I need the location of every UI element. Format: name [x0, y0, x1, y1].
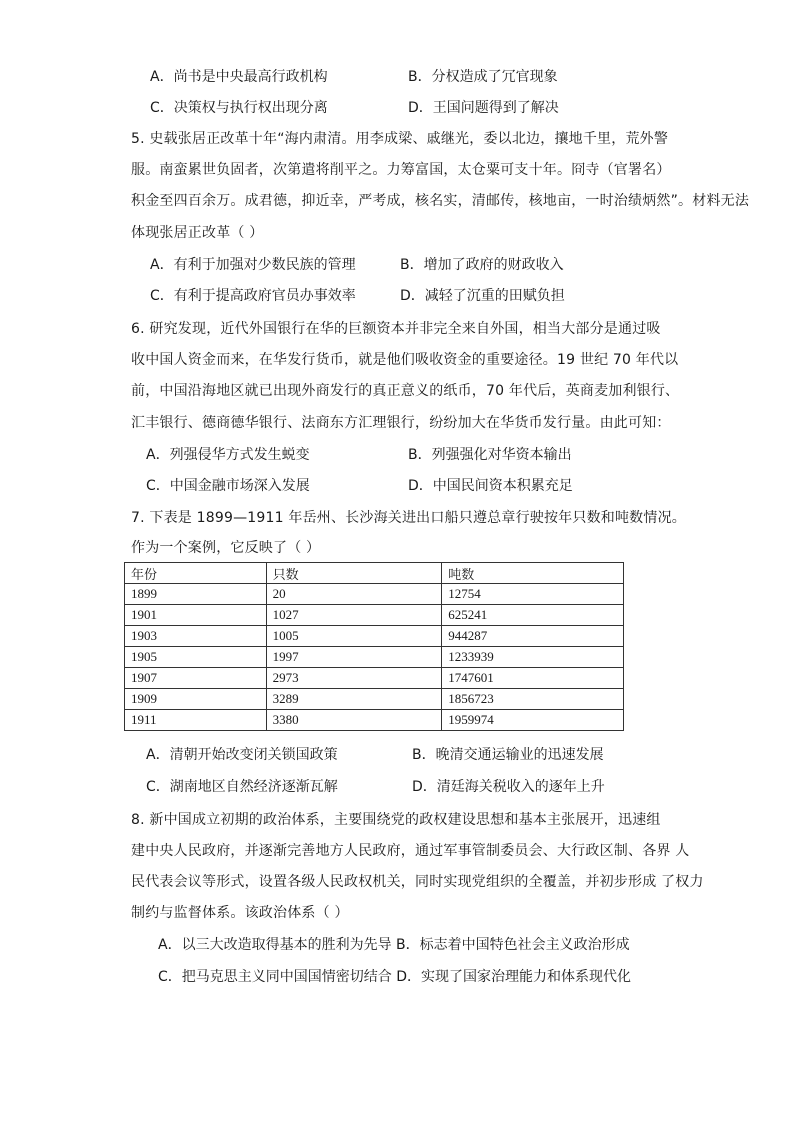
q6-stem-line-2: 收中国人资金而来，在华发行货币，就是他们吸收资金的重要途径。19 世纪 70 年代以 [131, 352, 679, 368]
cell-tonnage: 1747601 [442, 668, 624, 689]
cell-year: 1903 [125, 626, 267, 647]
q8-options-cd: C．把马克思主义同中国国情密切结合 D．实现了国家治理能力和体系现代化 [158, 969, 632, 985]
cell-year: 1911 [125, 710, 267, 731]
table-row [125, 605, 624, 626]
q8-stem-line-4: 制约与监督体系。该政治体系（ ） [131, 905, 349, 921]
q5-stem-line-2: 服。南蛮累世负固者，次第遣将削平之。力筹富国，太仓粟可支十年。冏寺（官署名） [131, 162, 671, 178]
table-row [125, 668, 624, 689]
header-tonnage: 吨数 [442, 563, 624, 584]
cell-year: 1905 [125, 647, 267, 668]
q6-stem-line-4: 汇丰银行、德商德华银行、法商东方汇理银行，纷纷加大在华货币发行量。由此可知： [131, 415, 671, 431]
table-row [125, 710, 624, 731]
q5-option-d: D．减轻了沉重的田赋负担 [400, 288, 565, 304]
q6-option-c: C．中国金融市场深入发展 [146, 478, 310, 494]
cell-count: 3380 [266, 710, 442, 731]
table-row [125, 689, 624, 710]
cell-tonnage: 1856723 [442, 689, 624, 710]
cell-year: 1899 [125, 584, 267, 605]
cell-count: 1005 [266, 626, 442, 647]
q6-option-b: B．列强强化对华资本输出 [408, 447, 572, 463]
table-row [125, 626, 624, 647]
q4-option-d: D．王国问题得到了解决 [408, 100, 559, 116]
table-row [125, 584, 624, 605]
q7-option-c: C．湖南地区自然经济逐渐瓦解 [146, 779, 338, 795]
cell-tonnage: 1959974 [442, 710, 624, 731]
cell-tonnage: 12754 [442, 584, 624, 605]
q5-option-a: A．有利于加强对少数民族的管理 [150, 257, 356, 273]
cell-year: 1901 [125, 605, 267, 626]
cell-year: 1907 [125, 668, 267, 689]
q4-option-a: A．尚书是中央最高行政机构 [150, 69, 328, 85]
cell-count: 20 [266, 584, 442, 605]
q5-stem-line-3: 积金至四百余万。成君德，抑近幸，严考成，核名实，清邮传，核地亩，一时治绩炳然”。材料无法 [131, 193, 750, 209]
q7-stem-line-1: 7. 下表是 1899—1911 年岳州、长沙海关进出口船只遵总章行驶按年只数和吨数情况。 [131, 510, 686, 526]
cell-count: 2973 [266, 668, 442, 689]
q8-stem-line-3: 民代表会议等形式，设置各级人民政权机关，同时实现党组织的全覆盖，并初步形成 了权力 [131, 874, 704, 890]
table-row [125, 647, 624, 668]
q6-option-d: D．中国民间资本积累充足 [408, 478, 573, 494]
table-header-row [125, 563, 624, 584]
cell-count: 1997 [266, 647, 442, 668]
q4-option-c: C．决策权与执行权出现分离 [150, 100, 328, 116]
q8-options-ab: A．以三大改造取得基本的胜利为先导 B．标志着中国特色社会主义政治形成 [158, 937, 630, 953]
cell-tonnage: 944287 [442, 626, 624, 647]
q8-stem-line-2: 建中央人民政府，并逐渐完善地方人民政府，通过军事管制委员会、大行政区制、各界 人 [131, 843, 690, 859]
header-count: 只数 [266, 563, 442, 584]
q7-option-a: A．清朝开始改变闭关锁国政策 [146, 747, 338, 763]
q5-stem-line-1: 5. 史载张居正改革十年“海内肃清。用李成梁、戚继光，委以北边，攘地千里，荒外警 [131, 131, 669, 147]
cell-tonnage: 625241 [442, 605, 624, 626]
header-year: 年份 [125, 563, 267, 584]
cell-count: 1027 [266, 605, 442, 626]
cell-count: 3289 [266, 689, 442, 710]
q6-stem-line-3: 前，中国沿海地区就已出现外商发行的真正意义的纸币，70 年代后，英商麦加利银行、 [131, 383, 680, 399]
q7-option-d: D．清廷海关税收入的逐年上升 [412, 779, 605, 795]
ship-data-table [124, 562, 624, 731]
q8-stem-line-1: 8. 新中国成立初期的政治体系，主要围绕党的政权建设思想和基本主张展开，迅速组 [131, 812, 661, 828]
q7-option-b: B．晚清交通运输业的迅速发展 [412, 747, 604, 763]
q5-option-b: B．增加了政府的财政收入 [400, 257, 564, 273]
q6-stem-line-1: 6. 研究发现，近代外国银行在华的巨额资本并非完全来自外国，相当大部分是通过吸 [131, 321, 661, 337]
q7-stem-line-2: 作为一个案例，它反映了（ ） [131, 540, 321, 556]
q5-stem-line-4: 体现张居正改革（ ） [131, 225, 264, 241]
q4-option-b: B．分权造成了冗官现象 [408, 69, 558, 85]
q6-option-a: A．列强侵华方式发生蜕变 [146, 447, 310, 463]
cell-tonnage: 1233939 [442, 647, 624, 668]
q5-option-c: C．有利于提高政府官员办事效率 [150, 288, 356, 304]
cell-year: 1909 [125, 689, 267, 710]
